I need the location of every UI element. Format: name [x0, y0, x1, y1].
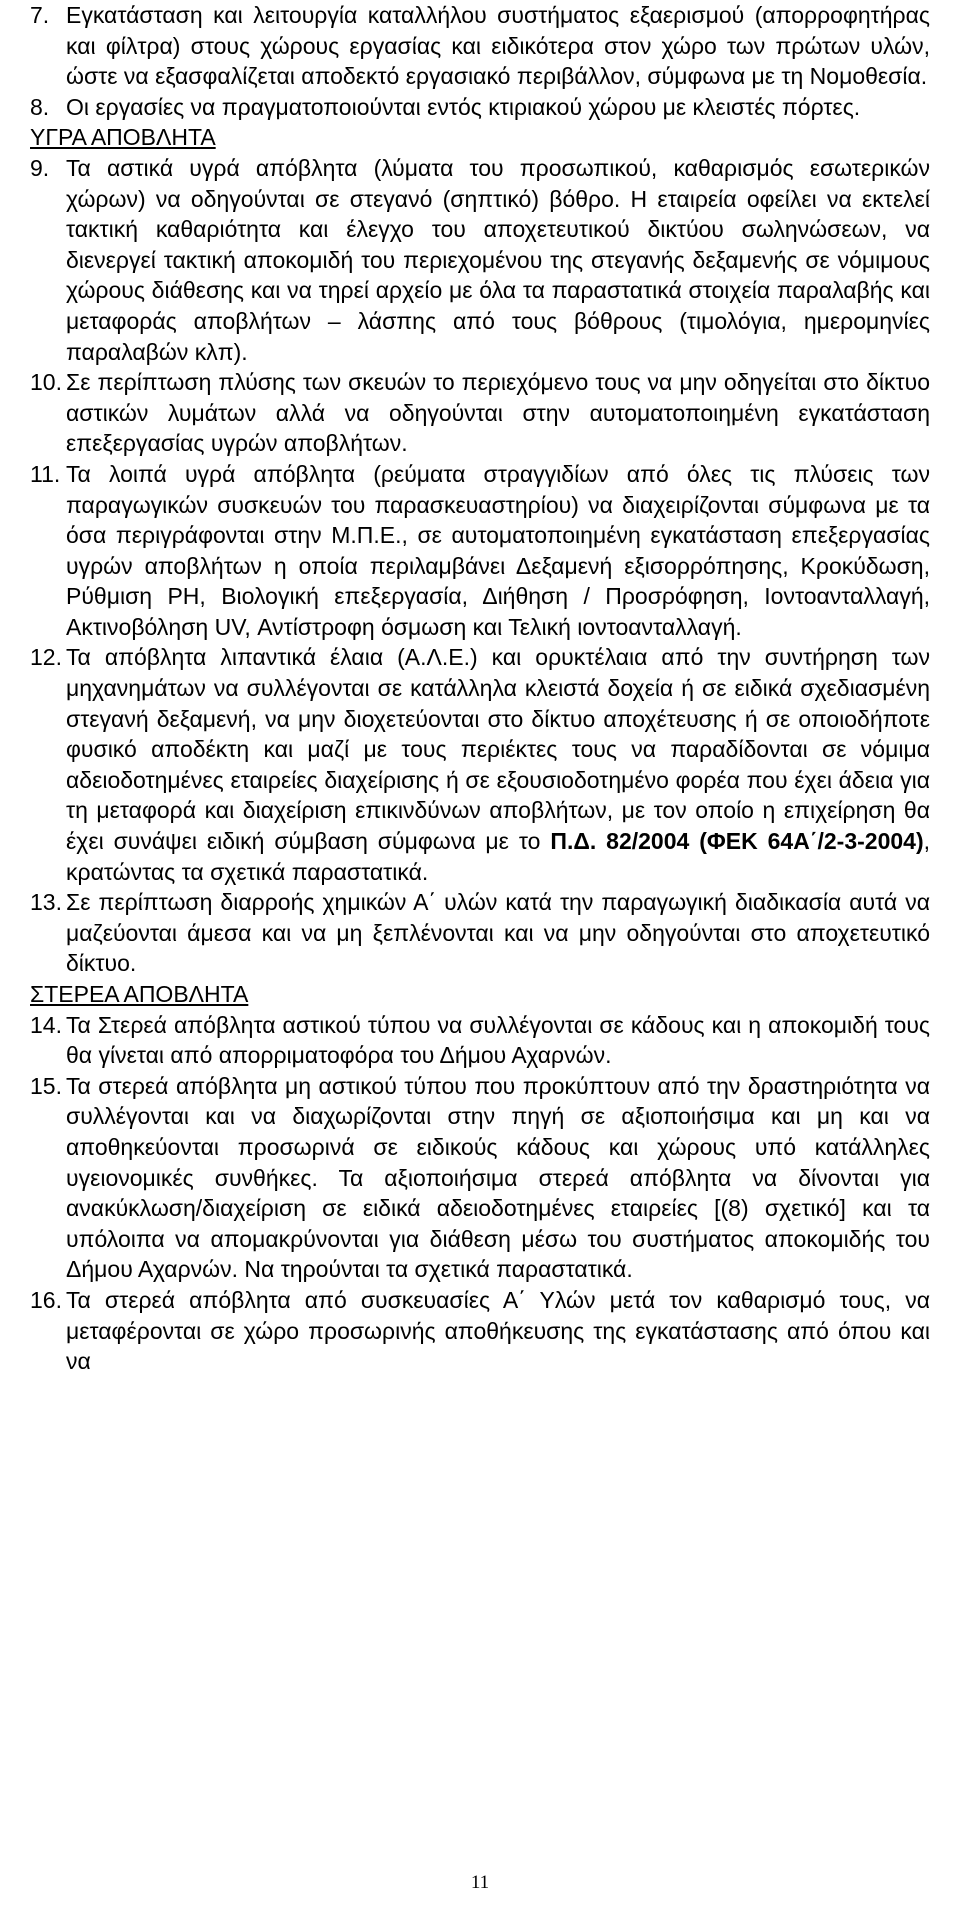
item-text: Τα αστικά υγρά απόβλητα (λύματα του προσωπικού, καθαρισμός εσωτερικών χώρων) να οδηγούνται σε στεγανό (σηπτικό) βόθρο. Η εταιρεία οφείλει να εκτελεί τακτική καθαριότητα και έλεγχο του αποχετευτικού δικτύου σωληνώσεων, να διενεργεί τακτική αποκομιδή του περιεχομένου της στεγανής δεξαμενής σε νόμιμους χώρους διάθεσης και να τηρεί αρχείο με όλα τα παραστατικά στοιχεία παραλαβής και μεταφοράς αποβλήτων – λάσπης από τους βόθρους (τιμολόγια, ημερομηνίες παραλαβών κλπ). — [66, 154, 930, 365]
item-text — [66, 642, 930, 887]
item-number: 16. — [30, 1286, 62, 1313]
item-text: Σε περίπτωση διαρροής χημικών Α΄ υλών κατά την παραγωγική διαδικασία αυτά να μαζεύονται άμεσα και να μη ξεπλένονται και να μην οδηγούνται στο αποχετευτικό δίκτυο. — [66, 889, 930, 977]
item-number: 7. — [30, 2, 50, 28]
list-item-15 — [30, 1071, 930, 1285]
item-number: 15. — [30, 1072, 62, 1099]
section-heading-liquid-waste: ΥΓΡΑ ΑΠΟΒΛΗΤΑ — [30, 124, 216, 151]
list-item-16 — [30, 1285, 930, 1377]
item-text: Οι εργασίες να πραγματοποιούνται εντός κτιριακού χώρου με κλειστές πόρτες. — [66, 93, 861, 120]
item-number: 8. — [30, 93, 50, 120]
list-item-8 — [30, 92, 930, 123]
item-number: 13. — [30, 889, 62, 916]
list-item-7 — [30, 0, 930, 92]
list-item-9 — [30, 153, 930, 367]
list-item-11 — [30, 459, 930, 643]
list-item-13 — [30, 887, 930, 979]
item-text-part: Τα απόβλητα λιπαντικά έλαια (Α.Λ.Ε.) και ορυκτέλαια από την συντήρηση των μηχανημάτων να συλλέγονται σε κατάλληλα κλειστά δοχεία ή σε ειδικά σχεδιασμένη στεγανή δεξαμενή, να μην διοχετεύονται στο δίκτυο αποχέτευσης ή σε οποιοδήποτε φυσικό αποδέκτη και μαζί με τους περιέκτες τους να παραδίδονται σε νόμιμα αδειοδοτημένες εταιρείες διαχείρισης ή σε εξουσιοδοτημένο φορέα που έχει άδεια για τη μεταφορά και διαχείριση επικινδύνων αποβλήτων, με τον οποίο η επιχείρηση θα έχει συνάψει ειδική σύμβαση σύμφωνα με το — [66, 644, 930, 855]
item-text: Τα λοιπά υγρά απόβλητα (ρεύματα στραγγιδίων από όλες τις πλύσεις των παραγωγικών συσκευών του παρασκευαστηρίου) να διαχειρίζονται σύμφωνα με τα όσα περιγράφονται στην Μ.Π.Ε., σε αυτοματοποιημένη εγκατάσταση επεξεργασίας υγρών αποβλήτων η οποία περιλαμβάνει Δεξαμενή εξισορρόπησης, Κροκύδωση, Ρύθμιση PH, Βιολογική επεξεργασία, Διήθηση / Προσρόφηση, Ιοντοανταλλαγή, Ακτινοβόληση UV, Αντίστροφη όσμωση και Τελική ιοντοανταλλαγή. — [66, 460, 930, 640]
item-number: 14. — [30, 1011, 62, 1038]
item-text-part: , κρατώντας τα σχετικά παραστατικά. — [66, 828, 930, 885]
list-item-10 — [30, 367, 930, 459]
item-number: 9. — [30, 154, 50, 181]
item-text: Σε περίπτωση πλύσης των σκευών το περιεχόμενο τους να μην οδηγείται στο δίκτυο αστικών λυμάτων αλλά να οδηγούνται στην αυτοματοποιημένη εγκατάσταση επεξεργασίας υγρών αποβλήτων. — [66, 369, 930, 457]
item-number: 11. — [30, 460, 61, 487]
list-item-12 — [30, 642, 930, 887]
law-reference: Π.Δ. 82/2004 (ΦΕΚ 64Α΄/2-3-2004) — [550, 828, 924, 855]
page-number: 11 — [470, 1872, 490, 1893]
section-heading-solid-waste: ΣΤΕΡΕΑ ΑΠΟΒΛΗΤΑ — [30, 981, 249, 1007]
document-page — [30, 0, 930, 1377]
list-item-14 — [30, 1010, 930, 1071]
item-number: 10. — [30, 369, 62, 396]
item-text: Τα στερεά απόβλητα από συσκευασίες Α΄ Υλών μετά τον καθαρισμό τους, να μεταφέρονται σε χώρο προσωρινής αποθήκευσης της εγκατάστασης από όπου και να — [66, 1286, 930, 1375]
item-text: Τα στερεά απόβλητα μη αστικού τύπου που προκύπτουν από την δραστηριότητα να συλλέγονται και να διαχωρίζονται στην πηγή σε αξιοποιήσιμα και μη και να αποθηκεύονται προσωρινά σε ειδικούς κάδους και χώρους υπό κατάλληλες υγειονομικές συνθήκες. Τα αξιοποιήσιμα στερεά απόβλητα να δίνονται για ανακύκλωση/διαχείριση σε ειδικά αδειοδοτημένες εταιρείες [(8) σχετικό] και τα υπόλοιπα να απομακρύνονται για διάθεση μέσω του συστήματος αποκομιδής του Δήμου Αχαρνών. Να τηρούνται τα σχετικά παραστατικά. — [66, 1072, 930, 1283]
item-text: Τα Στερεά απόβλητα αστικού τύπου να συλλέγονται σε κάδους και η αποκομιδή τους θα γίνεται από απορριματοφόρα του Δήμου Αχαρνών. — [66, 1011, 930, 1069]
item-number: 12. — [30, 644, 62, 671]
item-text: Εγκατάσταση και λειτουργία καταλλήλου συστήματος εξαερισμού (απορροφητήρας και φίλτρα) στους χώρους εργασίας και ειδικότερα στον χώρο των πρώτων υλών, ώστε να εξασφαλίζεται αποδεκτό εργασιακό περιβάλλον, σύμφωνα με τη Νομοθεσία. — [66, 2, 930, 90]
